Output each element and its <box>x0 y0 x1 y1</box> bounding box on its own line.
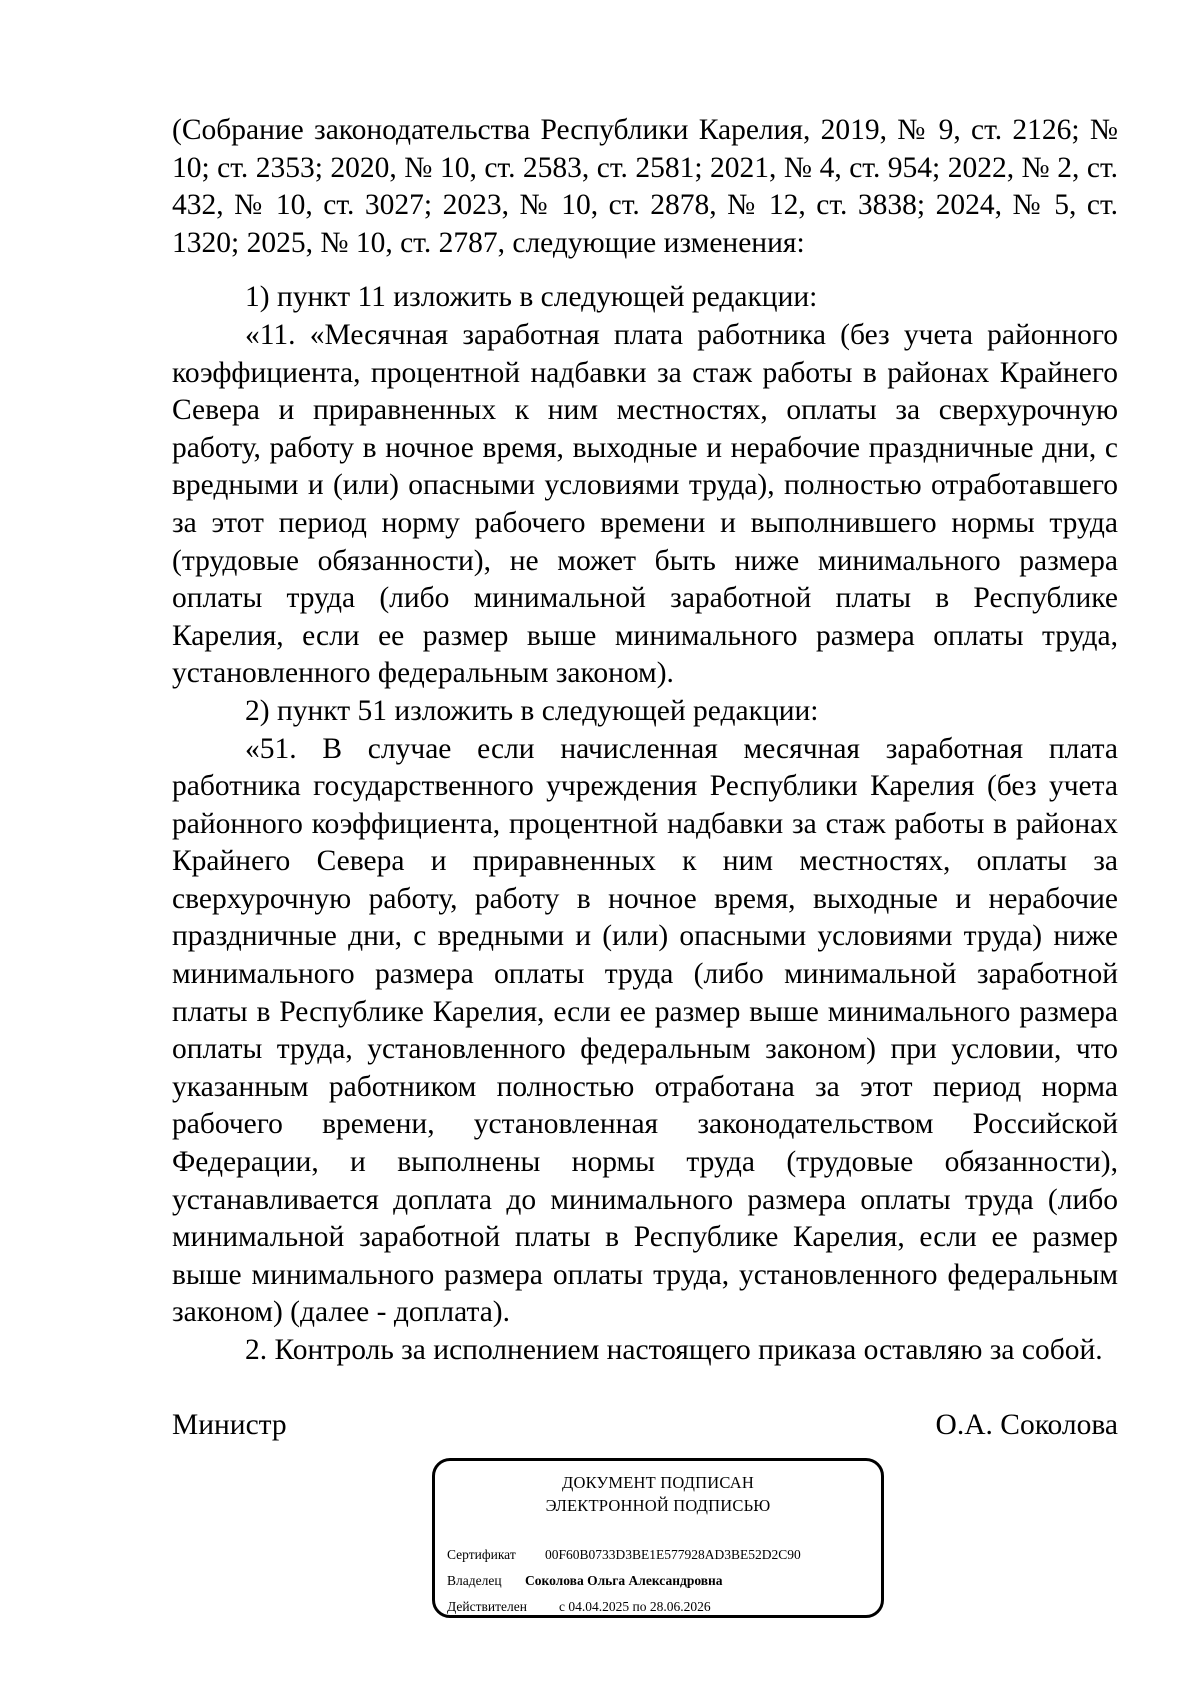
clause-51-text: «51. В случае если начисленная месячная заработная плата работника государственного учреждения Республики Карелия (без учета районного коэффициента, процентной надбавки за стаж работы в районах Крайнего Севера и приравненных к ним местностях, оплаты за сверхурочную работу, работу в ночное время, выходные и нерабочие праздничные дни, с вредными и (или) опасными условиями труда) ниже минимального размера оплаты труда (либо минимальной заработной платы в Республике Карелия, если ее размер выше минимального размера оплаты труда, установленного федеральным законом) при условии, что указанным работником полностью отработана за этот период норма рабочего времени, установленная законодательством Российской Федерации, и выполнены нормы труда (трудовые обязанности), устанавливается доплата до минимального размера оплаты труда (либо минимальной заработной платы в Республике Карелия, если ее размер выше минимального размера оплаты труда, установленного федеральным законом) (далее - доплата). <box>172 732 1118 1329</box>
document-body <box>172 112 1118 1370</box>
amendment-item-1-heading: 1) пункт 11 изложить в следующей редакции: <box>245 281 818 314</box>
control-clause: 2. Контроль за исполнением настоящего приказа оставляю за собой. <box>245 1334 1103 1366</box>
electronic-signature-stamp <box>432 1458 884 1618</box>
stamp-validity-row <box>447 1598 711 1616</box>
amendment-item-2-heading: 2) пункт 51 изложить в следующей редакции: <box>245 694 819 727</box>
validity-label: Действителен <box>447 1599 527 1614</box>
stamp-title <box>435 1471 881 1517</box>
validity-value: с 04.04.2025 по 28.06.2026 <box>559 1599 711 1614</box>
stamp-certificate-row <box>447 1546 801 1564</box>
stamp-title-line-2: ЭЛЕКТРОННОЙ ПОДПИСЬЮ <box>545 1496 771 1515</box>
citation-paragraph: (Собрание законодательства Республики Карелия, 2019, № 9, ст. 2126; № 10; ст. 2353; 2020, № 10, ст. 2583, ст. 2581; 2021, № 4, ст. 954; 2022, № 2, ст. 432, № 10, ст. 3027; 2023, № 10, ст. 2878, № 12, ст. 3838; 2024, № 5, ст. 1320; 2025, № 10, ст. 2787, следующие изменения: <box>172 114 1118 259</box>
signatory-position: Министр <box>172 1409 287 1441</box>
owner-label: Владелец <box>447 1573 502 1588</box>
certificate-value: 00F60B0733D3BE1E577928AD3BE52D2C90 <box>545 1547 801 1562</box>
signatory-name: О.А. Соколова <box>935 1409 1118 1441</box>
owner-value: Соколова Ольга Александровна <box>525 1573 723 1588</box>
stamp-title-line-1: ДОКУМЕНТ ПОДПИСАН <box>562 1473 754 1492</box>
clause-11-text: «11. «Месячная заработная плата работника (без учета районного коэффициента, процентной надбавки за стаж работы в районах Крайнего Севера и приравненных к ним местностях, оплаты за сверхурочную работу, работу в ночное время, выходные и нерабочие праздничные дни, с вредными и (или) опасными условиями труда), полностью отработавшего за этот период норму рабочего времени и выполнившего нормы труда (трудовые обязанности), не может быть ниже минимального размера оплаты труда (либо минимальной заработной платы в Республике Карелия, если ее размер выше минимального размера оплаты труда, установленного федеральным законом). <box>172 318 1118 690</box>
stamp-owner-row <box>447 1572 723 1590</box>
certificate-label: Сертификат <box>447 1547 516 1562</box>
